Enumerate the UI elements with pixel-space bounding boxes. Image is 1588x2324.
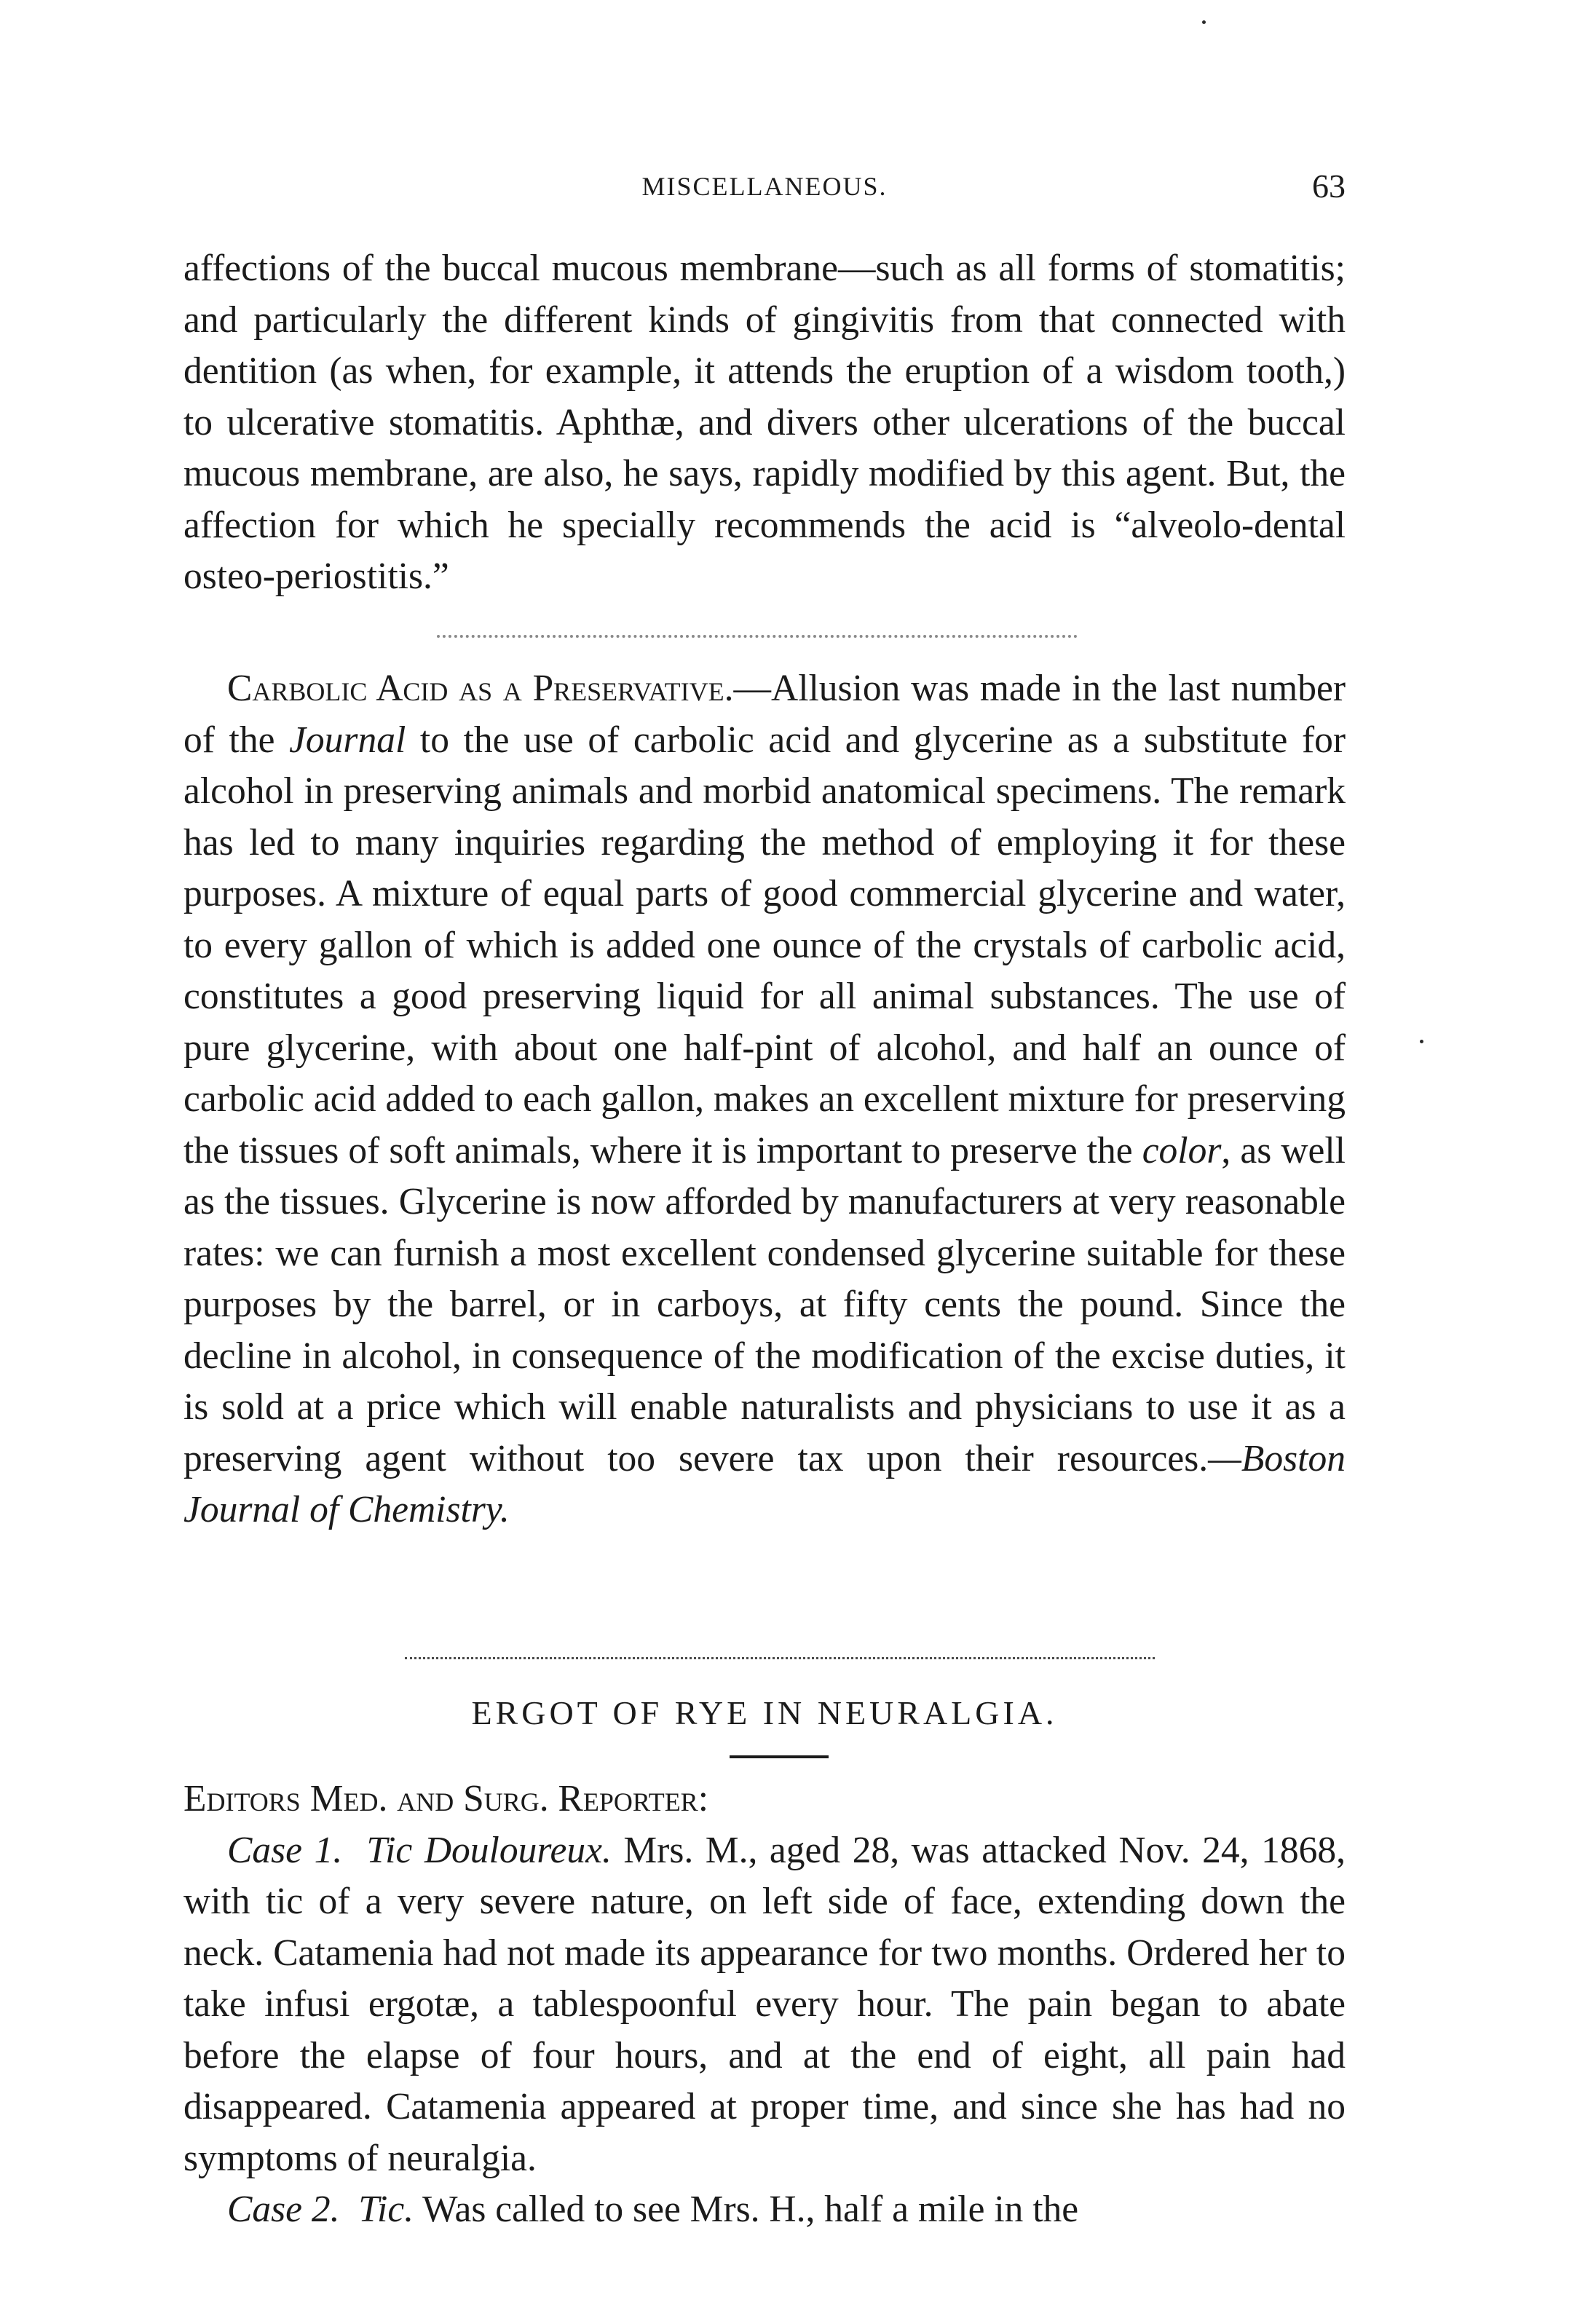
- case-paragraph: [183, 1825, 1346, 2185]
- italic-journal: Journal: [289, 719, 406, 761]
- article-carbolic-acid: [183, 663, 1346, 1536]
- running-title: MISCELLANEOUS.: [641, 172, 888, 201]
- text-run: , as well as the tissues. Glycerine is now afforded by manufacturers at very reasonable rates: we can furnish a most excellent condensed glycerine suitable for these purposes by the barrel, or in carboys, at fifty cents the pound. Since the decline in alcohol, in consequence of the modification of the excise duties, it is sold at a price which will enable naturalists and physicians to use it as a preserving agent without too severe tax upon their resources.: [183, 1129, 1346, 1479]
- case-title: Tic Douloureux.: [366, 1829, 612, 1871]
- case-text: Mrs. M., aged 28, was attacked Nov. 24, 1868, with tic of a very severe nature, on left side of face, extending down the neck. Catamenia had not made its appearance for two months. Ordered her to take infusi ergotæ, a tablespoonful every hour. The pain began to abate before the elapse of four hours, and at the end of eight, all pain had disappeared. Catamenia appeared at proper time, and since she has had no symptoms of neuralgia.: [183, 1829, 1346, 2179]
- section-separator: [405, 1657, 1155, 1659]
- page-number: 63: [1312, 167, 1346, 205]
- running-header: [183, 165, 1346, 208]
- case-label: Case 2.: [227, 2189, 340, 2230]
- text-run: to the use of carbolic acid and glycerine as a substitute for alcohol in preserving animals and morbid anatomical specimens. The remark has led to many inquiries regarding the method of employing it for these purposes. A mixture of equal parts of good commercial glycerine and water, to every gallon of which is added one ounce of the crystals of carbolic acid, constitutes a good preserving liquid for all animal substances. The use of pure glycerine, with about one half-pint of alcohol, and half an ounce of carbolic acid added to each gallon, makes an excellent mixture for preserving the tissues of soft animals, where it is important to preserve the: [183, 719, 1346, 1171]
- text-run: —Allusion was made in the last number of the: [183, 668, 1346, 761]
- article-continuation: [183, 243, 1346, 603]
- lead-title: Carbolic Acid as a Preservative.: [227, 668, 734, 709]
- paragraph: affections of the buccal mucous membrane—such as all forms of stomatitis; and particularly the different kinds of gingivitis from that connected with dentition (as when, for example, it attends the eruption of a wisdom tooth,) to ulcerative stomatitis. Aphthæ, and divers other ulcerations of the buccal mucous membrane, are also, he says, rapidly modified by this agent. But, the affection for which he specially recommends the acid is “alveolo-dental osteo-periostitis.”: [183, 248, 1346, 597]
- case-text: Was called to see Mrs. H., half a mile in the: [414, 2189, 1079, 2230]
- case-label: Case 1.: [227, 1829, 343, 1871]
- heading-underline: [730, 1755, 829, 1758]
- paragraph: [183, 663, 1346, 1536]
- case-title: Tic.: [358, 2189, 414, 2230]
- print-speck: [1420, 1040, 1423, 1043]
- source-citation: —Boston Journal of Chemistry.: [183, 1437, 1346, 1530]
- section-separator: [437, 635, 1078, 638]
- italic-color: color: [1142, 1129, 1222, 1171]
- article-heading: ERGOT OF RYE IN NEURALGIA.: [471, 1694, 1058, 1731]
- article-ergot: [183, 1774, 1346, 2236]
- print-speck: [1202, 20, 1206, 24]
- salutation: Editors Med. and Surg. Reporter:: [183, 1778, 708, 1819]
- case-paragraph: [183, 2184, 1346, 2236]
